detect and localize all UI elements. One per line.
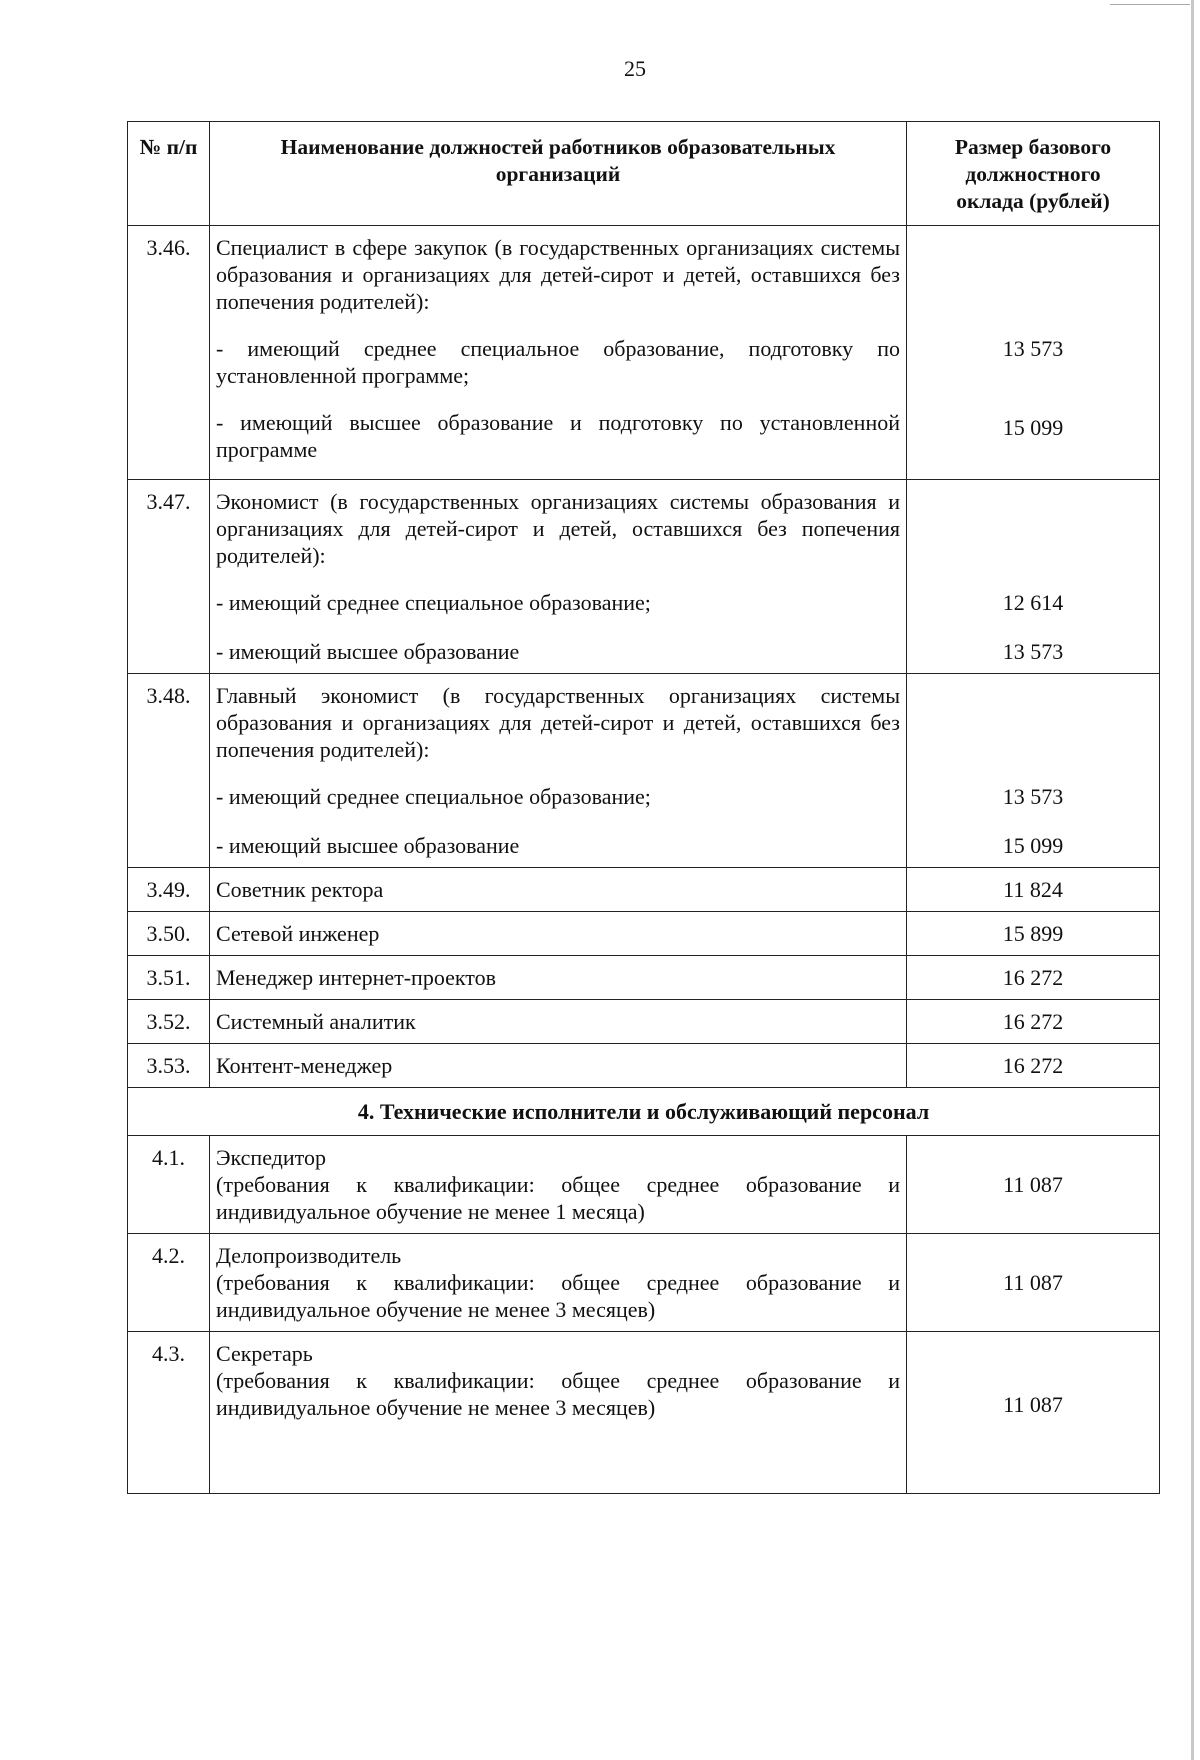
salary-value: 11 087	[1003, 1270, 1063, 1295]
table-row	[128, 480, 1160, 674]
salary-value: 13 573	[1002, 336, 1064, 361]
table-row	[128, 868, 1160, 912]
salary-value: 13 573	[1002, 639, 1064, 664]
position-title: Главный экономист (в государственных организациях системы образования и организациях для детей-сирот и детей, оставшихся без попечения родителей):	[216, 683, 900, 762]
scan-artifact-line	[1110, 4, 1190, 5]
row-number: 3.49.	[128, 868, 210, 912]
header-number: № п/п	[128, 122, 210, 226]
table-row	[128, 1332, 1160, 1494]
row-value-cell	[907, 674, 1160, 868]
row-value-cell	[907, 1234, 1160, 1332]
row-name-cell	[210, 1136, 907, 1234]
row-name-cell	[210, 1234, 907, 1332]
salary-value: 15 899	[907, 912, 1160, 956]
row-number: 3.53.	[128, 1044, 210, 1088]
salary-value: 15 099	[1002, 415, 1064, 440]
row-number: 3.47.	[128, 480, 210, 674]
position-requirements: (требования к квалификации: общее среднее образование и индивидуальное обучение не менее 3 месяцев)	[216, 1368, 900, 1420]
header-salary: Размер базового должностного оклада (рублей)	[907, 122, 1160, 226]
row-value-cell	[907, 1332, 1160, 1494]
row-value-cell	[907, 480, 1160, 674]
row-number: 3.52.	[128, 1000, 210, 1044]
row-value-cell	[907, 1136, 1160, 1234]
table-row	[128, 1136, 1160, 1234]
salary-value: 16 272	[907, 956, 1160, 1000]
position-subcategory: - имеющий высшее образование	[216, 833, 520, 858]
table-row	[128, 1234, 1160, 1332]
position-requirements: (требования к квалификации: общее среднее образование и индивидуальное обучение не менее 1 месяца)	[216, 1172, 900, 1224]
position-title: Менеджер интернет-проектов	[210, 956, 907, 1000]
row-number: 3.50.	[128, 912, 210, 956]
scan-edge-shadow	[1191, 0, 1194, 1760]
row-name-cell	[210, 674, 907, 868]
section-heading-row	[128, 1088, 1160, 1136]
table-row	[128, 226, 1160, 480]
row-number: 3.51.	[128, 956, 210, 1000]
salary-value: 11 087	[1003, 1172, 1063, 1197]
row-name-cell	[210, 226, 907, 480]
table-row	[128, 956, 1160, 1000]
salary-value: 12 614	[1002, 590, 1064, 615]
row-number: 4.2.	[128, 1234, 210, 1332]
table-header-row	[128, 122, 1160, 226]
table-row	[128, 1000, 1160, 1044]
salary-table	[127, 121, 1160, 1494]
position-subcategory: - имеющий среднее специальное образование;	[216, 590, 651, 615]
position-subcategory: - имеющий среднее специальное образование;	[216, 784, 651, 809]
position-title: Экономист (в государственных организациях системы образования и организациях для детей-сирот и детей, оставшихся без попечения родителей):	[216, 489, 900, 568]
row-number: 3.46.	[128, 226, 210, 480]
table-row	[128, 912, 1160, 956]
table-row	[128, 1044, 1160, 1088]
position-title: Специалист в сфере закупок (в государственных организациях системы образования и организациях для детей-сирот и детей, оставшихся без попечения родителей):	[216, 235, 900, 314]
salary-value: 11 824	[907, 868, 1160, 912]
section-title: 4. Технические исполнители и обслуживающий персонал	[128, 1088, 1160, 1136]
salary-value: 11 087	[1003, 1392, 1063, 1417]
position-title: Советник ректора	[210, 868, 907, 912]
position-title: Системный аналитик	[210, 1000, 907, 1044]
position-title: Контент-менеджер	[210, 1044, 907, 1088]
position-subcategory: - имеющий среднее специальное образование, подготовку по установленной программе;	[216, 336, 900, 388]
row-number: 3.48.	[128, 674, 210, 868]
position-subcategory: - имеющий высшее образование	[216, 639, 520, 664]
position-subcategory: - имеющий высшее образование и подготовку по установленной программе	[216, 410, 900, 462]
position-requirements: (требования к квалификации: общее среднее образование и индивидуальное обучение не менее 3 месяцев)	[216, 1270, 900, 1322]
page-number: 25	[624, 56, 646, 81]
position-title: Экспедитор	[216, 1145, 326, 1170]
row-number: 4.1.	[128, 1136, 210, 1234]
position-title: Делопроизводитель	[216, 1243, 402, 1268]
row-number: 4.3.	[128, 1332, 210, 1494]
position-title: Сетевой инженер	[210, 912, 907, 956]
row-value-cell	[907, 226, 1160, 480]
header-name: Наименование должностей работников образовательных организаций	[210, 122, 907, 226]
salary-value: 16 272	[907, 1000, 1160, 1044]
salary-value: 15 099	[1002, 833, 1064, 858]
position-title: Секретарь	[216, 1341, 313, 1366]
row-name-cell	[210, 480, 907, 674]
salary-value: 13 573	[1002, 784, 1064, 809]
row-name-cell	[210, 1332, 907, 1494]
table-row	[128, 674, 1160, 868]
salary-value: 16 272	[907, 1044, 1160, 1088]
